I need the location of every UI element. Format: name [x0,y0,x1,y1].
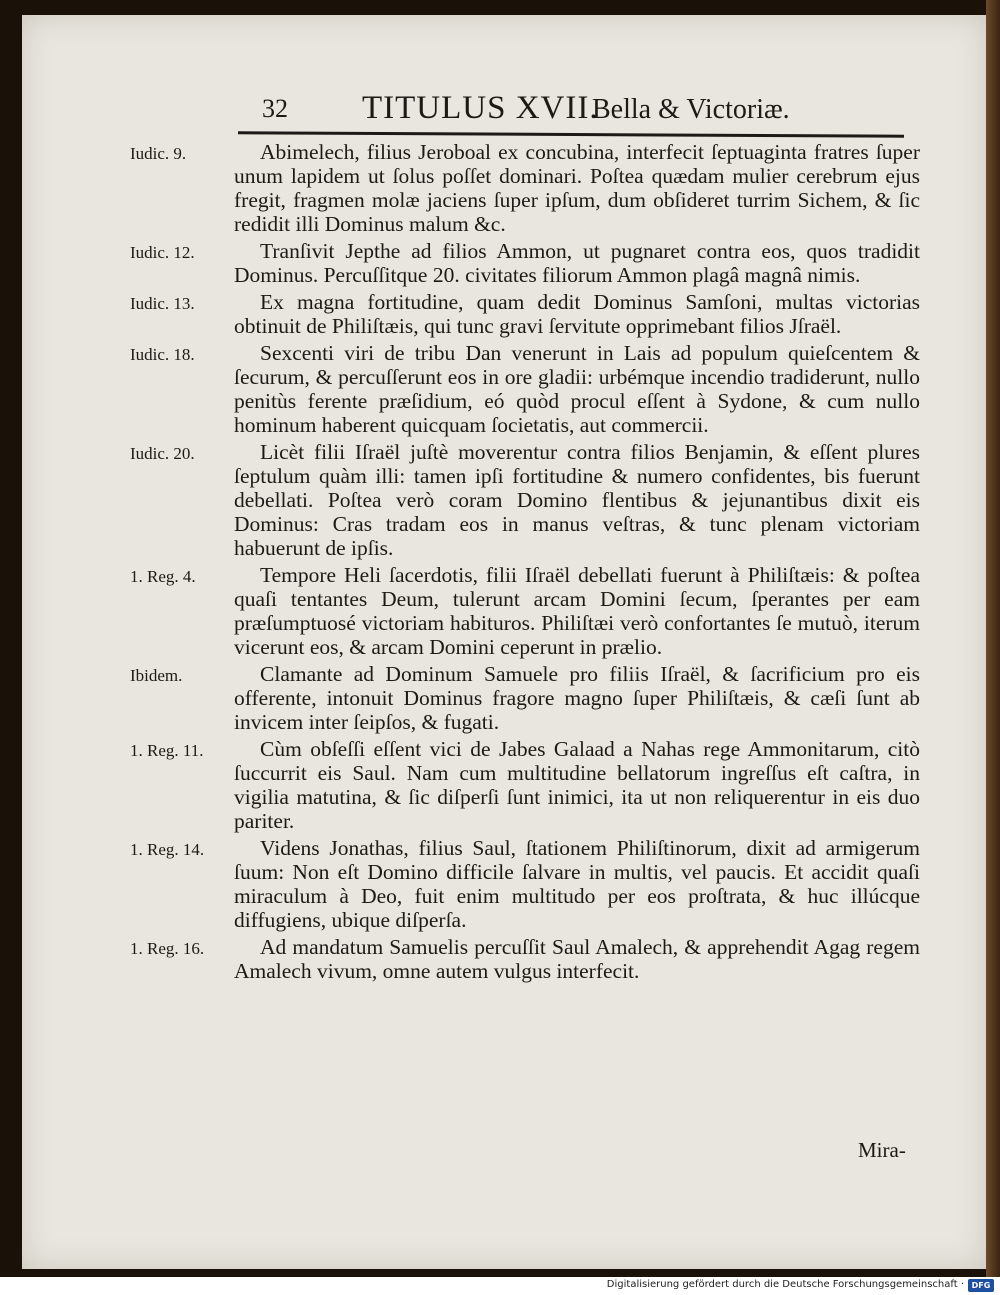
entry-reference: Iudic. 12. [130,243,195,262]
entry-text: Tempore Heli ſacerdotis, filii Iſraël debellati fuerunt à Philiſtæis: & poſtea quaſi tentantes Deum, tulerunt arcam Domini ſecum, ſperantes per eam præſumptuosé victoriam habituros. Philiſtæi verò confortantes ſe mutuò, iterum vicerunt eos, & arcam Domini ceperunt in prælio. [234,563,920,659]
entry-reference: 1. Reg. 4. [130,567,196,586]
entry-1-reg-14 [0,836,1000,932]
entry-reference: Iudic. 9. [130,144,187,163]
entry-iudic-13 [0,290,1000,338]
entry-1-reg-16 [0,935,1000,983]
entry-iudic-18 [0,341,1000,437]
entry-text: Licèt filii Iſraël juſtè moverentur contra filios Benjamin, & eſſent plures ſeptulum quàm illi: tamen ipſi fortitudine & numero confidentes, bis fuerunt debellati. Poſtea verò coram Domino flentibus & jejunantibus dixit eis Dominus: Cras tradam eos in manus veſtras, & tunc plenam victoriam habuerunt de ipſis. [234,440,920,560]
dfg-logo-icon: DFG [968,1279,994,1292]
entry-text: Videns Jonathas, filius Saul, ſtationem Philiſtinorum, dixit ad armigerum ſuum: Non eſt Domino difficile ſalvare in multis, vel paucis. Et accidit quaſi miraculum à Deo, fuit enim multitudo per eos proſtrata, & huc illúcque diffugiens, ubique diſperſa. [234,836,920,932]
entry-reference: Ibidem. [130,666,183,685]
entry-reference: Iudic. 13. [130,294,195,313]
entries-list [0,140,1000,986]
entry-ibidem [0,662,1000,734]
funding-credit: Digitalisierung gefördert durch die Deutsche Forschungsgemeinschaft · [606,1279,964,1290]
entry-text: Tranſivit Jepthe ad filios Ammon, ut pugnaret contra eos, quos tradidit Dominus. Percuſſitque 20. civitates filiorum Ammon plagâ magnâ nimis. [234,239,920,287]
entry-iudic-9 [0,140,1000,236]
entry-text: Abimelech, filius Jeroboal ex concubina, interfecit ſeptuaginta fratres ſuper unum lapidem ut ſolus poſſet dominari. Poſtea quædam mulier cerebrum ejus fregit, fragmen molæ jaciens ſuper ipſum, dum obſideret turrim Sichem, & ſic redidit illi Dominus malum &c. [234,140,920,236]
entry-1-reg-4 [0,563,1000,659]
page-number: 32 [262,94,288,123]
entry-text: Ad mandatum Samuelis percuſſit Saul Amalech, & apprehendit Agag regem Amalech vivum, omne autem vulgus interfecit. [234,935,920,983]
entry-text: Clamante ad Dominum Samuele pro filiis Iſraël, & ſacrificium pro eis offerente, intonuit Dominus fragore magno ſuper Philiſtæis, & cæſi ſunt ab invicem inter ſeipſos, & fugati. [234,662,920,734]
entry-text: Cùm obſeſſi eſſent vici de Jabes Galaad a Nahas rege Ammonitarum, citò ſuccurrit eis Saul. Nam cum multitudine bellatorum ingreſſus eſt caſtra, in vigilia matutina, & ſic diſperſi ſunt inimici, ita ut non reliquerentur in eis duo pariter. [234,737,920,833]
entry-1-reg-11 [0,737,1000,833]
entry-reference: Iudic. 20. [130,444,195,463]
entry-text: Sexcenti viri de tribu Dan venerunt in Lais ad populum quieſcentem & ſecurum, & percuſſerunt eos in ore gladii: urbémque incendio tradiderunt, nullo penitùs ferente præſidium, eó quòd procul eſſent à Sydone, & cum nullo hominum haberent quicquam ſocietatis, aut commercii. [234,341,920,437]
page-title: TITULUS XVII. [362,90,599,126]
footer-bar [0,1277,1000,1295]
entry-reference: 1. Reg. 14. [130,840,205,859]
entry-iudic-12 [0,239,1000,287]
entry-reference: Iudic. 18. [130,345,195,364]
running-header [262,88,922,128]
entry-reference: 1. Reg. 11. [130,741,204,760]
entry-text: Ex magna fortitudine, quam dedit Dominus Samſoni, multas victorias obtinuit de Philiſtæis, qui tunc gravi ſervitute opprimebant filios Jſraël. [234,290,920,338]
catchword: Mira- [858,1138,906,1162]
entry-reference: 1. Reg. 16. [130,939,205,958]
page-subtitle: Bella & Victoriæ. [592,94,790,125]
entry-iudic-20 [0,440,1000,560]
